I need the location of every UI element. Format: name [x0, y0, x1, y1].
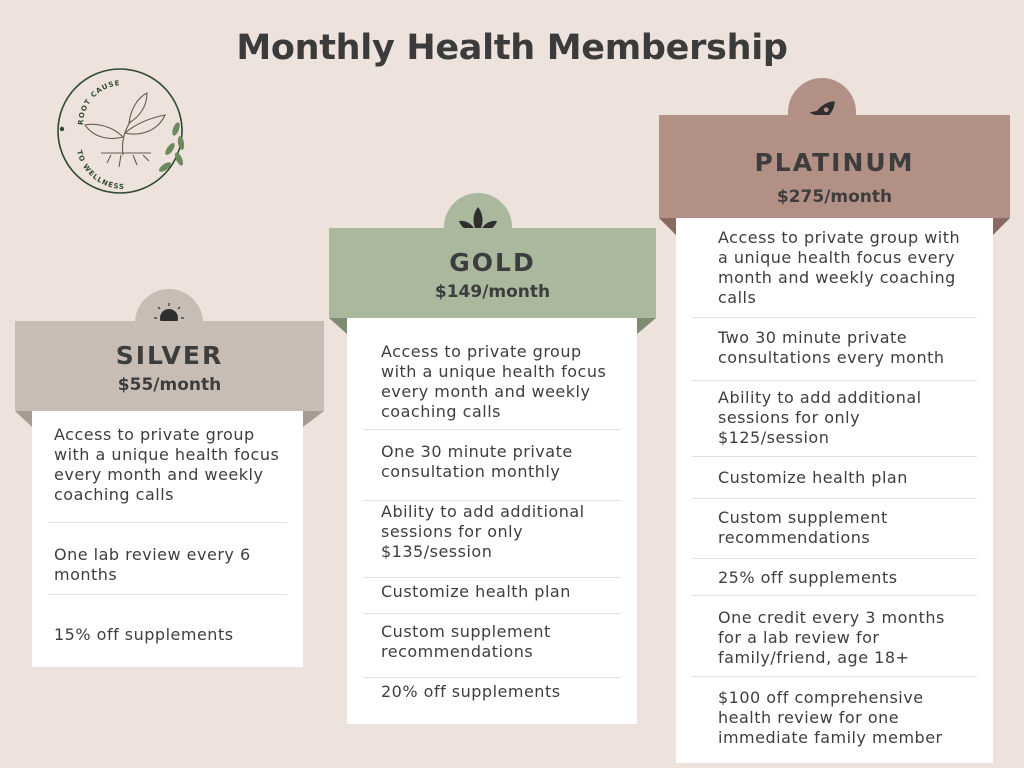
tier-price: $55/month: [117, 375, 222, 395]
feature-item: Ability to add additional sessions for only $125/session: [718, 388, 922, 447]
divider: [363, 500, 621, 501]
feature-item: 15% off supplements: [54, 625, 234, 644]
divider: [692, 558, 977, 559]
divider: [692, 498, 977, 499]
divider: [48, 594, 287, 595]
feature-item: 25% off supplements: [718, 568, 898, 587]
ribbon-fold: [993, 218, 1010, 235]
svg-text:TO WELLNESS: [75, 149, 125, 191]
plant-sprout-icon: [85, 93, 165, 167]
tier-price: $275/month: [776, 187, 893, 207]
tier-name: SILVER: [115, 341, 224, 370]
feature-item: Access to private group with a unique health focus every month and weekly coaching calls: [718, 228, 961, 307]
feature-list: [676, 218, 993, 763]
svg-text:ROOT CAUSE: [77, 79, 121, 125]
tier-price: $149/month: [434, 282, 551, 302]
ribbon-fold: [303, 411, 324, 427]
ribbon-fold: [659, 218, 676, 235]
feature-item: Two 30 minute private consultations every month: [718, 328, 945, 367]
feature-item: Customize health plan: [718, 468, 908, 487]
divider: [692, 676, 977, 677]
divider: [363, 613, 621, 614]
tier-icon-tab: [444, 193, 512, 233]
feature-item: Custom supplement recommendations: [381, 622, 551, 661]
page-title: Monthly Health Membership: [236, 28, 788, 68]
divider: [363, 429, 621, 430]
divider: [363, 577, 621, 578]
feature-item: Ability to add additional sessions for only $135/session: [381, 502, 585, 561]
feature-item: Customize health plan: [381, 582, 571, 601]
divider: [692, 317, 977, 318]
tier-name: GOLD: [449, 248, 536, 277]
feature-list: [347, 318, 637, 724]
feature-item: Access to private group with a unique health focus every month and weekly coaching calls: [54, 425, 280, 504]
tier-header: [659, 115, 1010, 218]
tier-header: [329, 228, 656, 318]
divider: [363, 677, 621, 678]
tier-name: PLATINUM: [754, 148, 915, 177]
divider: [692, 595, 977, 596]
divider: [692, 380, 977, 381]
feature-item: Custom supplement recommendations: [718, 508, 888, 547]
logo-text-top: ROOT CAUSE: [76, 79, 121, 126]
tier-header: [15, 321, 324, 411]
feature-item: One credit every 3 months for a lab review for family/friend, age 18+: [718, 608, 945, 667]
logo-text-bottom: TO WELLNESS: [74, 149, 126, 192]
feature-item: 20% off supplements: [381, 682, 561, 701]
feature-item: One 30 minute private consultation monthly: [381, 442, 573, 481]
divider: [692, 456, 977, 457]
ribbon-fold: [329, 318, 347, 334]
feature-item: $100 off comprehensive health review for one immediate family member: [718, 688, 943, 747]
feature-item: Access to private group with a unique health focus every month and weekly coaching calls: [381, 342, 607, 421]
ribbon-fold: [637, 318, 656, 334]
root-cause-logo: [55, 63, 195, 203]
feature-list: [32, 411, 303, 667]
tier-icon-tab: [788, 78, 856, 118]
ribbon-fold: [15, 411, 32, 427]
divider: [48, 522, 287, 523]
leaves-icon: [444, 193, 512, 233]
feature-item: One lab review every 6 months: [54, 545, 251, 584]
rocket-icon: [788, 78, 856, 118]
